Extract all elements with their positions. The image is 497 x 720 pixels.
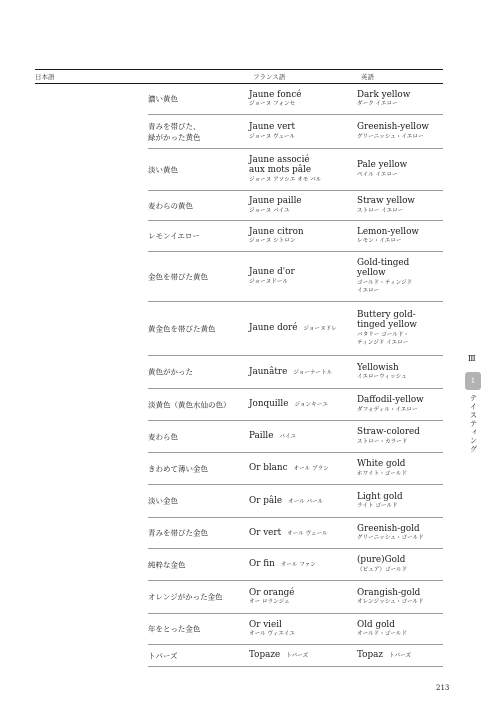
chapter-tab-label: 1	[470, 377, 476, 385]
japanese-term: 金色を帯びた黄色	[148, 272, 208, 281]
french-reading: オー ロランジェ	[249, 599, 290, 606]
french-term: Topaze	[249, 650, 281, 661]
french-cell	[249, 356, 356, 388]
english-reading: ホワイト・ゴールド	[357, 470, 408, 477]
table-row	[148, 581, 443, 614]
french-term: Jaune paille	[249, 196, 302, 207]
chapter-tab	[465, 372, 481, 390]
english-term: Daffodil-yellow	[357, 395, 424, 406]
english-cell	[357, 115, 445, 148]
french-cell	[249, 389, 356, 420]
english-reading: イエローウィッシュ	[357, 374, 407, 381]
japanese-term: 黄色がかった	[148, 367, 193, 377]
english-term: Buttery gold-	[357, 309, 416, 320]
english-cell	[357, 581, 445, 613]
english-reading-line2: ティンジド イエロー	[357, 340, 409, 347]
french-reading: ジョーナートル	[293, 369, 333, 376]
header-english: 英語	[361, 73, 374, 81]
english-term: (pure)Gold	[357, 555, 406, 566]
french-term: Paille	[249, 431, 274, 442]
french-reading: ジョーヌ ヴェール	[249, 133, 296, 140]
french-term-line	[249, 528, 356, 539]
french-term: Jonquille	[249, 399, 289, 410]
french-term-line	[249, 431, 356, 442]
english-reading-line2: イエロー	[357, 288, 380, 295]
english-term: Pale yellow	[357, 160, 408, 171]
english-cell	[357, 252, 445, 301]
chapter-title: テイスティング	[469, 394, 478, 454]
table-row	[148, 421, 443, 453]
english-term: Dark yellow	[357, 89, 411, 100]
section-number: Ⅲ	[468, 354, 476, 363]
french-cell	[249, 549, 356, 580]
english-reading: バタリー ゴールド・	[357, 331, 410, 338]
french-term-line	[249, 399, 356, 410]
french-term: Jaune d'or	[249, 267, 295, 278]
french-term: Or vert	[249, 527, 282, 538]
english-reading: オールド・ゴールド	[357, 631, 408, 638]
french-cell	[249, 485, 356, 517]
french-reading: パイユ	[279, 434, 296, 441]
japanese-term: トパーズ	[148, 651, 178, 660]
table-row	[148, 356, 443, 389]
french-reading: ジョーヌ アソシエ オモ パル	[249, 176, 322, 183]
french-cell	[249, 302, 356, 355]
french-term: Jaunâtre	[249, 366, 288, 377]
french-term-line2: aux mots pâle	[249, 165, 312, 176]
english-cell	[357, 191, 445, 220]
english-cell	[357, 221, 445, 251]
french-term: Or orangé	[249, 587, 295, 598]
french-term-line	[249, 367, 356, 378]
english-reading: グリーニッシュ・ゴールド	[357, 535, 424, 542]
table-row	[148, 84, 443, 115]
english-cell	[357, 421, 445, 452]
french-reading: オール ファン	[280, 562, 316, 569]
french-reading: トパーズ	[286, 653, 309, 660]
japanese-term: 黄金色を帯びた黄色	[148, 324, 216, 333]
english-cell	[357, 84, 445, 114]
english-reading: グリーニッシュ・イエロー	[357, 133, 424, 140]
table-row	[148, 614, 443, 645]
french-reading: ジョンキーユ	[294, 402, 328, 409]
french-reading: ジョーヌ フォンセ	[249, 101, 296, 108]
english-cell	[357, 302, 445, 355]
english-term-line2: tinged yellow	[357, 320, 417, 331]
english-reading: （ピュア）ゴールド	[357, 566, 408, 573]
english-reading: ペイル イエロー	[357, 171, 398, 178]
top-rule	[35, 69, 443, 70]
table-row	[148, 549, 443, 581]
english-cell	[357, 149, 445, 190]
english-term: Old gold	[357, 619, 395, 630]
header-french: フランス語	[253, 73, 286, 81]
french-cell	[249, 421, 356, 452]
english-term-line2: yellow	[357, 268, 386, 279]
english-reading: ストロー イエロー	[357, 207, 404, 214]
french-term: Jaune foncé	[249, 89, 302, 100]
french-reading: オール ヴィエイユ	[249, 631, 295, 638]
japanese-term: 青みを帯びた、 緑がかった黄色	[148, 121, 201, 142]
japanese-term: きわめて薄い金色	[148, 464, 208, 473]
french-cell	[249, 221, 356, 251]
french-reading: オール ブラン	[293, 466, 329, 473]
french-cell	[249, 581, 356, 613]
table-row	[148, 115, 443, 149]
english-reading: ゴールド・ティンジド	[357, 279, 413, 286]
english-reading: トパーズ	[389, 653, 411, 660]
japanese-term: 麦わら色	[148, 432, 178, 441]
english-term: Yellowish	[357, 362, 399, 373]
english-term: Gold-tinged	[357, 257, 410, 268]
japanese-term: 淡い黄色	[148, 165, 178, 174]
english-cell	[357, 614, 445, 644]
french-cell	[249, 614, 356, 644]
table-row	[148, 645, 443, 667]
english-term: Topaz	[357, 650, 383, 661]
japanese-term: レモンイエロー	[148, 231, 200, 241]
french-term-line	[249, 323, 356, 334]
french-reading: オール ヴェール	[287, 530, 328, 537]
english-cell	[357, 389, 445, 420]
english-reading: ストロー・カラード	[357, 438, 408, 445]
english-term: Greenish-gold	[357, 523, 420, 534]
table-row	[148, 191, 443, 221]
french-term: Or vieil	[249, 619, 282, 630]
english-term: Orangish-gold	[357, 587, 421, 598]
table-row	[148, 485, 443, 518]
french-cell	[249, 645, 356, 666]
japanese-term: 年をとった金色	[148, 624, 201, 634]
japanese-term: 純粋な金色	[148, 560, 186, 569]
japanese-term: 淡い金色	[148, 496, 178, 506]
french-term: Or fin	[249, 559, 275, 570]
japanese-term: 青みを帯びた金色	[148, 528, 208, 538]
french-reading: ジョーヌ パイユ	[249, 207, 290, 214]
english-cell	[357, 453, 445, 484]
english-term: Light gold	[357, 491, 403, 502]
french-cell	[249, 191, 356, 220]
french-term-line	[249, 496, 356, 507]
french-term: Jaune vert	[249, 122, 296, 133]
table-row	[148, 389, 443, 421]
table-row	[148, 252, 443, 302]
english-reading: オレンジッシュ・ゴールド	[357, 599, 424, 606]
header-japanese: 日本語	[35, 73, 55, 81]
french-term: Or blanc	[249, 463, 288, 474]
english-term: Straw yellow	[357, 196, 415, 207]
french-term-line	[249, 650, 356, 661]
english-reading: レモン・イエロー	[357, 238, 402, 245]
french-term: Jaune associé	[249, 154, 310, 165]
french-cell	[249, 149, 356, 190]
english-term: White gold	[357, 459, 406, 470]
japanese-term: 濃い黄色	[148, 94, 178, 104]
table-row	[148, 453, 443, 485]
english-reading: ダーク イエロー	[357, 101, 398, 108]
japanese-term: 麦わらの黄色	[148, 201, 193, 210]
french-reading: ジョーヌ シトロン	[249, 238, 296, 245]
japanese-term: 淡黄色（黄色水仙の色）	[148, 400, 231, 409]
french-cell	[249, 115, 356, 148]
french-term-line	[249, 463, 356, 474]
english-cell	[357, 518, 445, 548]
english-reading: ライト ゴールド	[357, 503, 398, 510]
french-cell	[249, 84, 356, 114]
english-reading: ダフォディル・イエロー	[357, 406, 418, 413]
french-reading: ジョーヌドール	[249, 278, 288, 285]
english-term: Straw-colored	[357, 427, 420, 438]
french-term: Jaune doré	[249, 323, 298, 334]
page-number: 213	[436, 684, 450, 692]
french-term: Jaune citron	[249, 226, 304, 237]
table-row	[148, 518, 443, 549]
french-cell	[249, 252, 356, 301]
japanese-term: オレンジがかった金色	[148, 592, 223, 602]
french-term: Or pâle	[249, 495, 283, 506]
english-cell	[357, 485, 445, 517]
french-reading: ジョーヌドレ	[303, 326, 337, 333]
english-cell	[357, 549, 445, 580]
english-term-line	[357, 650, 445, 661]
english-cell	[357, 356, 445, 388]
table-row	[148, 302, 443, 356]
french-cell	[249, 518, 356, 548]
english-term: Greenish-yellow	[357, 122, 429, 133]
english-cell	[357, 645, 445, 666]
english-term: Lemon-yellow	[357, 226, 419, 237]
table-row	[148, 149, 443, 191]
french-term-line	[249, 559, 356, 570]
french-reading: オール パール	[288, 498, 324, 505]
french-cell	[249, 453, 356, 484]
table-row	[148, 221, 443, 252]
